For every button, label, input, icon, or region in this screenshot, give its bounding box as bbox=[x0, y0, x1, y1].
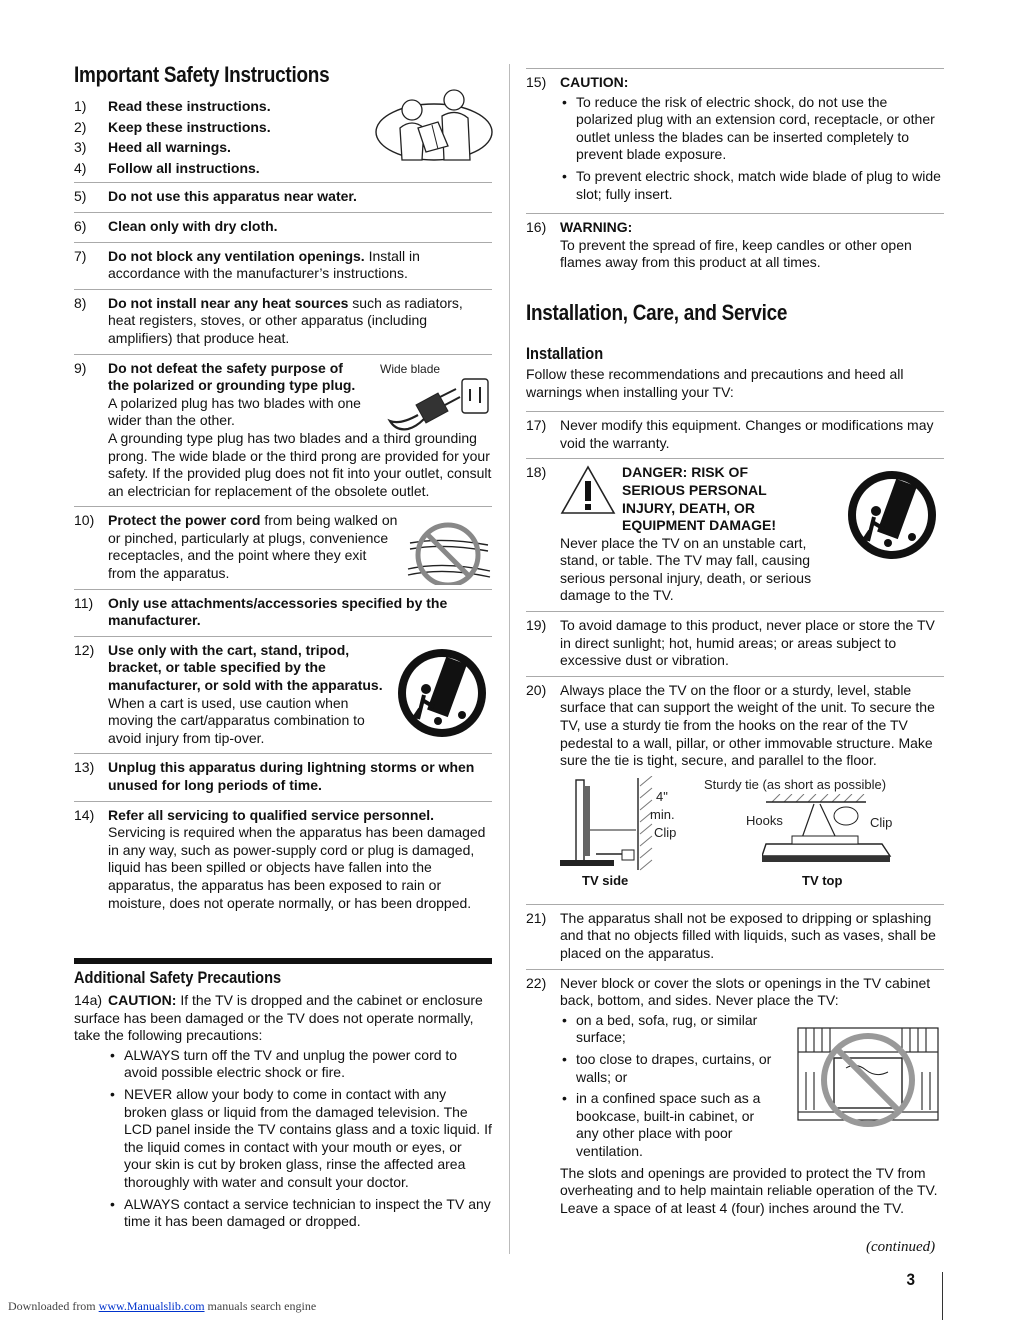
clip-right-label: Clip bbox=[870, 814, 893, 830]
bullet-list bbox=[560, 94, 944, 204]
item-22: 22) Never block or cover the slots or openings in the TV cabinet back, bottom, and sides. Never place the TV: • on a bed, sofa, rug, or similar surface; • too close to drapes, curtains, or walls; or • in a confined space such as a bookcase, built-in cabinet, or any other place with poor ventilation. The slots and openings are provided to protect the TV from overheating and to help maintain reliable operation of the TV. Leave a space of at least 4 (four) inches around the TV. bbox=[526, 969, 944, 1224]
list-item: 9) Do not defeat the safety purpose of the polarized or grounding type plug. A polarized plug has two blades with one wider than the other. A grounding type plug has two blades and a third grounding prong. The wide blade or the third prong are provided for your safety. If the provided plug does not fit into your outlet, consult an electrician for replacement of the obsolete outlet. Wide blade bbox=[74, 354, 492, 507]
tv-top-label: TV top bbox=[802, 872, 843, 888]
list-item: 11) Only use attachments/accessories specified by the manufacturer. bbox=[74, 589, 492, 636]
list-item: 2) Keep these instructions. bbox=[74, 118, 271, 135]
reading-people-illustration bbox=[372, 88, 494, 168]
list-item: 8) Do not install near any heat sources such as radiators, heat registers, stoves, or other apparatus (including amplifiers) that produce heat. bbox=[74, 289, 492, 354]
tie-diagram bbox=[526, 776, 944, 894]
list-item: 3) Heed all warnings. bbox=[74, 139, 231, 156]
right-column bbox=[526, 68, 944, 1223]
list-item: 1) Read these instructions. bbox=[74, 98, 271, 114]
sturdy-tie-label: Sturdy tie (as short as possible) bbox=[704, 776, 887, 792]
manualslib-link[interactable]: www.Manualslib.com bbox=[98, 1299, 205, 1313]
item-17: 17) Never modify this equipment. Changes or modifications may void the warranty. bbox=[526, 411, 944, 458]
section-rule bbox=[74, 958, 492, 964]
section-title-additional: Additional Safety Precautions bbox=[74, 968, 282, 987]
list-item: • too close to drapes, curtains, or walls; or bbox=[560, 1051, 774, 1086]
tv-side-diagram bbox=[556, 776, 666, 872]
polarized-plug-icon bbox=[386, 375, 494, 439]
list-item: • in a confined space such as a bookcase, built-in cabinet, or any other place with poor ventilation. bbox=[560, 1090, 774, 1160]
additional-precautions bbox=[74, 968, 492, 1235]
item-19: 19) To avoid damage to this product, never place or store the TV in direct sunlight; hot, humid areas; or areas subject to excessive dust or vibration. bbox=[526, 611, 944, 676]
list-item: • on a bed, sofa, rug, or similar surface; bbox=[560, 1012, 774, 1047]
no-pinched-cord-icon bbox=[404, 515, 494, 585]
tv-side-label: TV side bbox=[582, 872, 629, 888]
list-item: • NEVER allow your body to come in contact with any broken glass or liquid from the damaged television. The LCD panel inside the TV contains glass and a toxic liquid. If the liquid comes in contact with your mouth or eyes, or your skin is cut by broken glass, rinse the affected area thoroughly with water and consult your doctor. bbox=[108, 1086, 492, 1192]
cart-tipover-warning-icon-2 bbox=[844, 467, 940, 563]
enclosed-cabinet-illustration bbox=[796, 1022, 942, 1130]
list-item: 13) Unplug this apparatus during lightning storms or when unused for long periods of time. bbox=[74, 753, 492, 800]
bullet-list bbox=[108, 1047, 492, 1231]
list-item: 5) Do not use this apparatus near water. bbox=[74, 182, 492, 212]
list-item: 12) Use only with the cart, stand, tripod, bracket, or table specified by the manufacturer, or sold with the apparatus. When a cart is used, use caution when moving the cart/apparatus combination to avoid injury from tip-over. bbox=[74, 636, 492, 754]
list-item: • To prevent electric shock, match wide blade of plug to wide slot; fully insert. bbox=[560, 168, 944, 203]
bullet-list bbox=[560, 1012, 774, 1161]
hooks-label: Hooks bbox=[746, 812, 783, 828]
min-label: min. bbox=[650, 806, 675, 822]
section-title-installation-care: Installation, Care, and Service bbox=[526, 299, 788, 325]
item-15: 15) CAUTION: • To reduce the risk of electric shock, do not use the polarized plug with an extension cord, receptacle, or other outlet unless the blades can be inserted completely to prevent blade exposure. • To prevent electric shock, match wide blade of plug to wide slot; fully insert. bbox=[526, 68, 944, 213]
wide-blade-caption: Wide blade bbox=[380, 361, 441, 376]
warning-triangle-icon bbox=[560, 465, 616, 515]
page-number-rule bbox=[942, 1272, 943, 1320]
item-16: 16) WARNING: To prevent the spread of fire, keep candles or other open flames away from this product at all times. bbox=[526, 213, 944, 278]
list-item: • ALWAYS turn off the TV and unplug the power cord to avoid possible electric shock or fire. bbox=[108, 1047, 492, 1082]
page-title-wrap bbox=[74, 56, 492, 88]
list-item: 14) Refer all servicing to qualified service personnel. Servicing is required when the apparatus has been damaged in any way, such as power-supply cord or plug is damaged, liquid has been spilled or objects have fallen into the apparatus, the apparatus has been exposed to rain or moisture, does not operate normally, or has been dropped. bbox=[74, 801, 492, 919]
left-column bbox=[74, 56, 492, 918]
list-item: 6) Clean only with dry cloth. bbox=[74, 212, 492, 242]
cart-tipover-warning-icon bbox=[394, 645, 490, 741]
list-item: • To reduce the risk of electric shock, do not use the polarized plug with an extension cord, receptacle, or other outlet unless the blades can be inserted completely to prevent blade exposure. bbox=[560, 94, 944, 164]
clip-left-label: Clip bbox=[654, 824, 677, 840]
tv-top-diagram bbox=[762, 794, 892, 878]
footer: Downloaded from www.Manualslib.com manuals search engine bbox=[8, 1299, 317, 1313]
installation-intro: Follow these recommendations and precautions and heed all warnings when installing your TV: bbox=[526, 365, 904, 400]
item-18: 18) DANGER: RISK OF SERIOUS PERSONAL INJURY, DEATH, OR EQUIPMENT DAMAGE! Never place the TV on an unstable cart, stand, or table. The TV may fall, causing serious personal injury, death, or serious damage to the TV. bbox=[526, 458, 944, 611]
list-item: 4) Follow all instructions. bbox=[74, 159, 260, 176]
continued-label: (continued) bbox=[866, 1239, 936, 1255]
list-item: 7) Do not block any ventilation openings. Install in accordance with the manufacturer’s instructions. bbox=[74, 242, 492, 289]
item-21: 21) The apparatus shall not be exposed to dripping or splashing and that no objects filled with liquids, such as vases, shall be placed on the apparatus. bbox=[526, 904, 944, 969]
column-divider bbox=[509, 64, 510, 1254]
item-14a: 14a) CAUTION: If the TV is dropped and the cabinet or enclosure surface has been damaged or the TV does not operate normally, take the following precautions: bbox=[74, 992, 483, 1044]
list-item: • ALWAYS contact a service technician to inspect the TV any time it has been damaged or dropped. bbox=[108, 1196, 492, 1231]
page-number: 3 bbox=[906, 1270, 915, 1289]
list-item: 10) Protect the power cord from being walked on or pinched, particularly at plugs, convenience receptacles, and the point where they exit from the apparatus. bbox=[74, 506, 492, 588]
page-title: Important Safety Instructions bbox=[74, 62, 330, 87]
subsection-title-installation: Installation bbox=[526, 343, 604, 363]
four-inch-label: 4" bbox=[656, 788, 668, 804]
item-20: 20) Always place the TV on the floor or a sturdy, level, stable surface that can support the weight of the unit. To secure the TV, use a sturdy tie from the hooks on the rear of the TV pedestal to a wall, pillar, or other immovable structure. Make sure the tie is tight, secure, and parallel to the floor. 4" min. Clip TV side Sturdy tie (as short as possible) Hooks Clip TV top bbox=[526, 676, 944, 904]
